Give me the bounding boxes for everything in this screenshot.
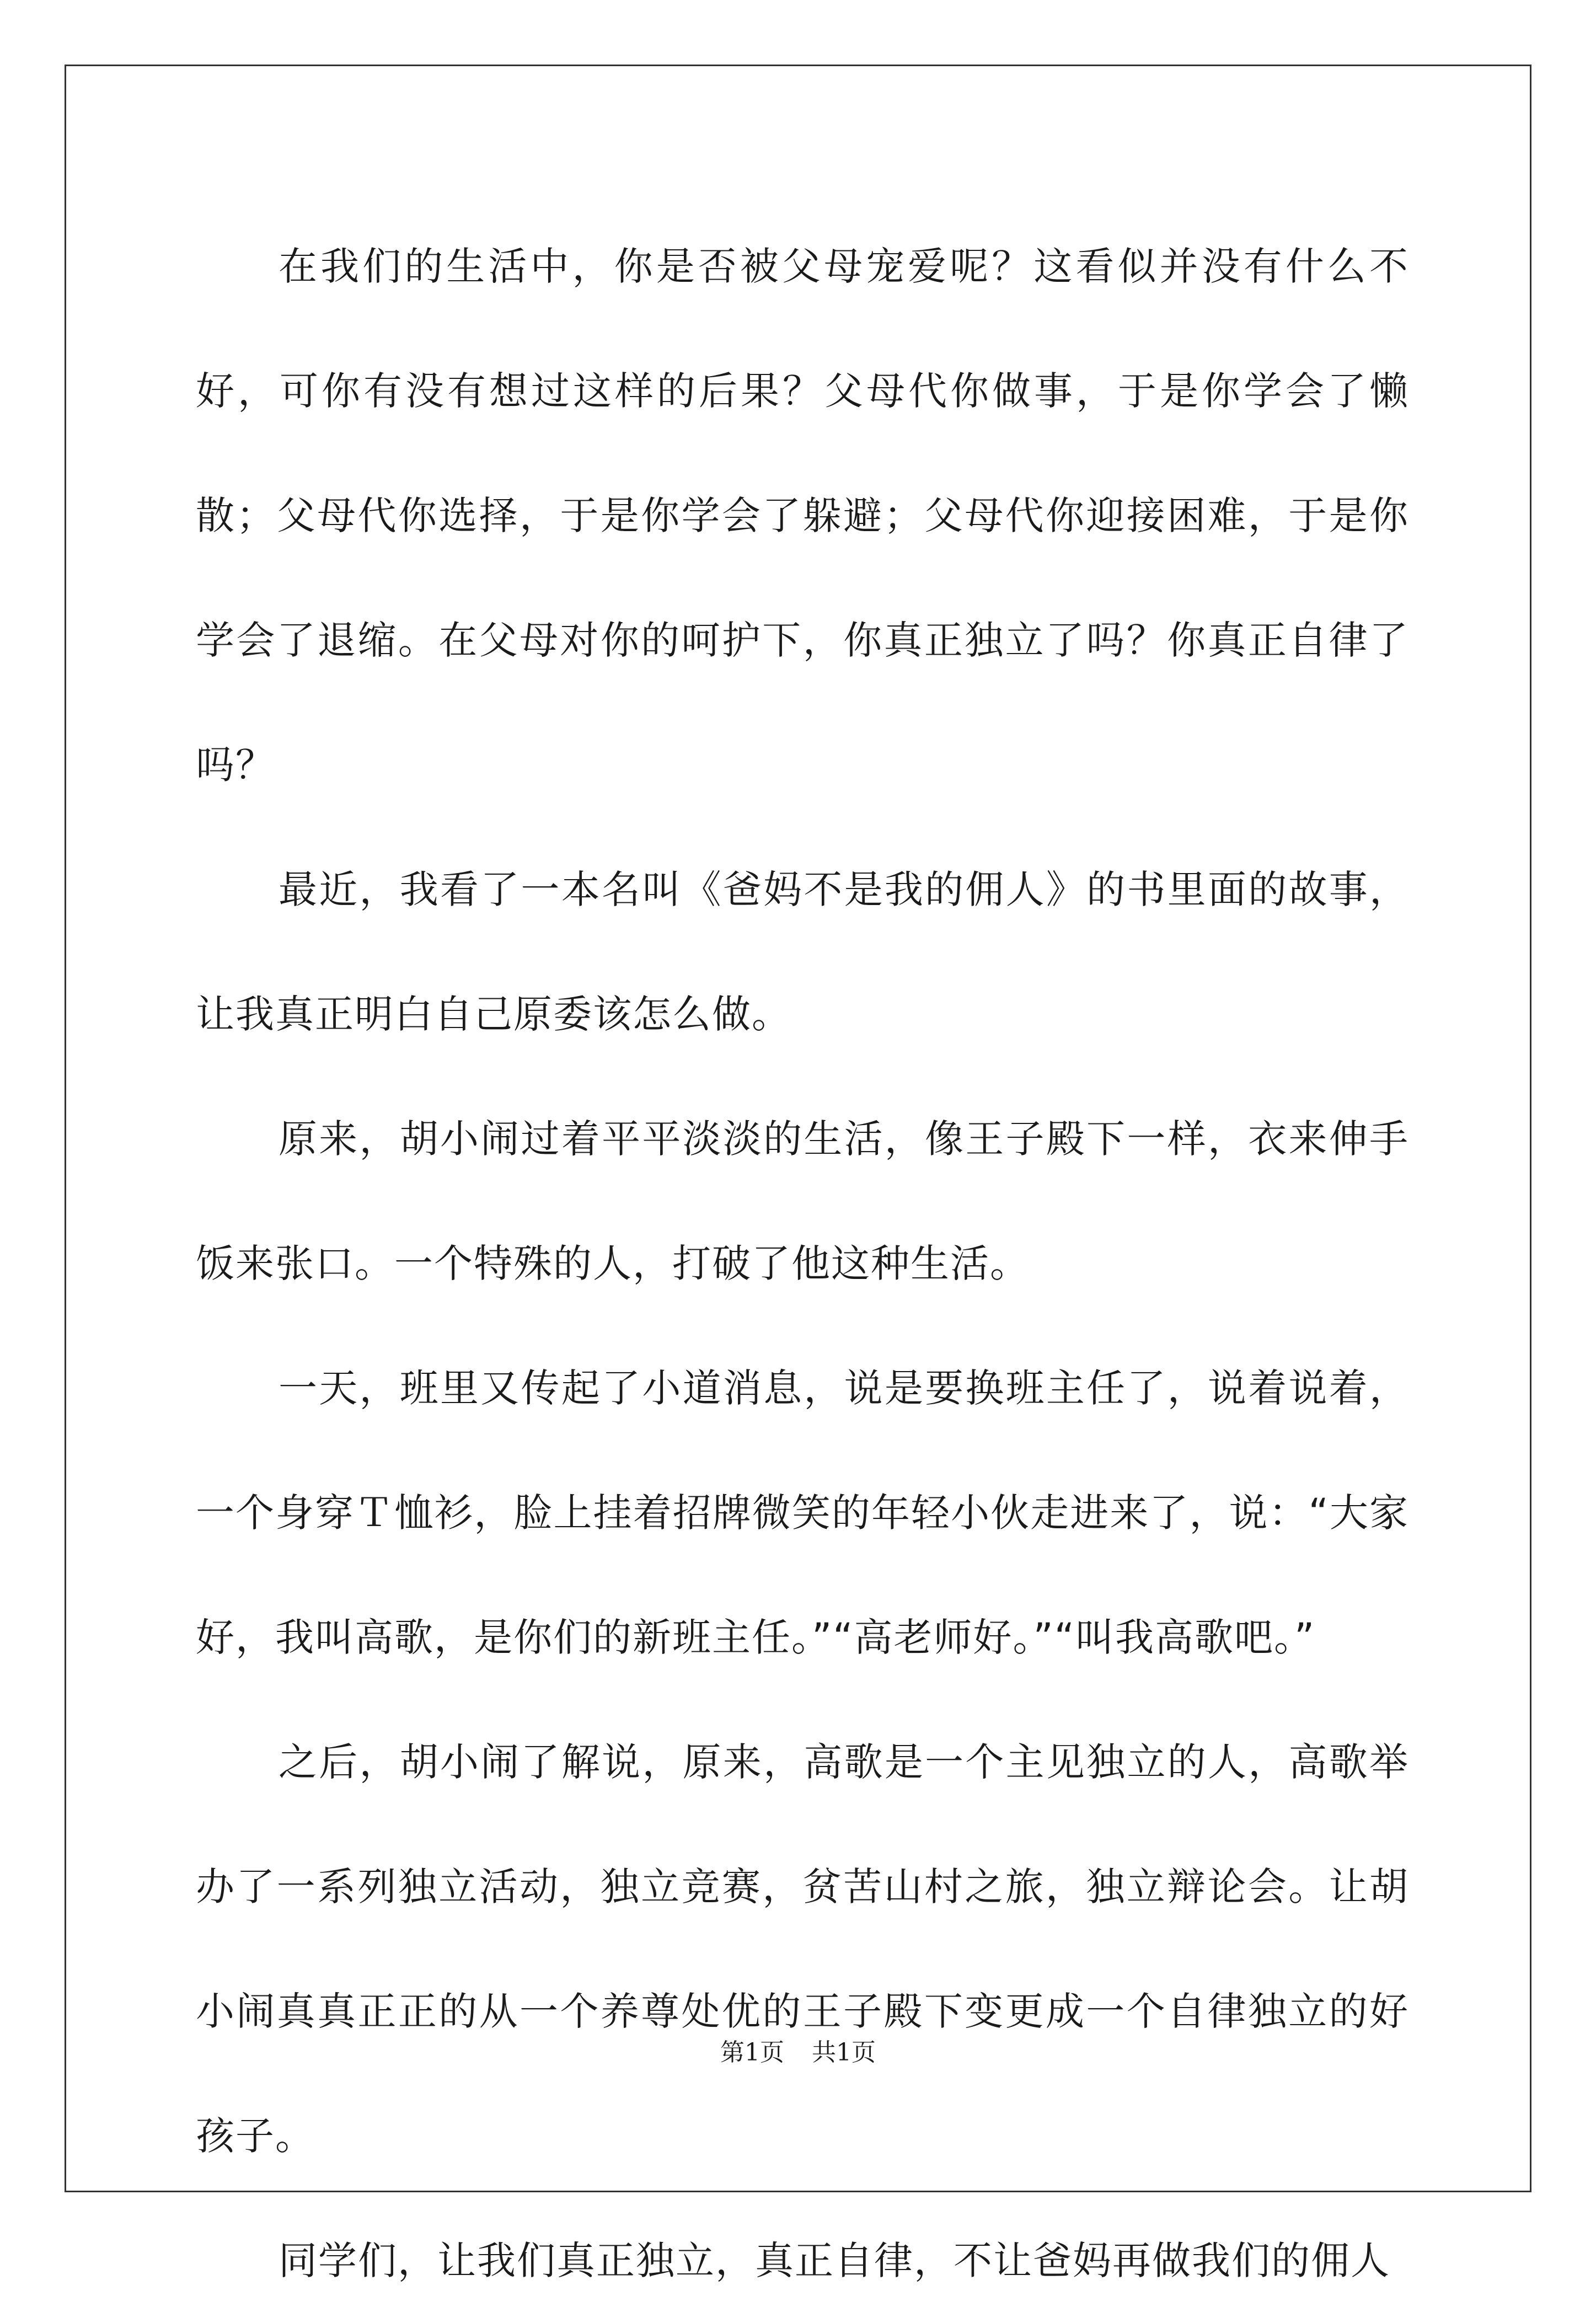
document-body — [196, 204, 1409, 2323]
paragraph: 一天，班里又传起了小道消息，说是要换班主任了，说着说着，一个身穿Ｔ恤衫，脸上挂着招牌微笑的年轻小伙走进来了，说：“大家好，我叫高歌，是你们的新班主任。”“高老师好。”“叫我高歌吧。” — [196, 1366, 1409, 1660]
paragraph: 最近，我看了一本名叫《爸妈不是我的佣人》的书里面的故事，让我真正明白自己原委该怎么做。 — [196, 867, 1409, 1037]
paragraph: 原来，胡小闹过着平平淡淡的生活，像王子殿下一样，衣来伸手饭来张口。一个特殊的人，打破了他这种生活。 — [196, 1116, 1409, 1286]
page-number: 第1页 — [720, 2038, 784, 2067]
paragraph: 之后，胡小闹了解说，原来，高歌是一个主见独立的人，高歌举办了一系列独立活动，独立竞赛，贫苦山村之旅，独立辩论会。让胡小闹真真正正的从一个养尊处优的王子殿下变更成一个自律独立的好孩子。 — [196, 1739, 1409, 2159]
paragraph: 同学们，让我们真正独立，真正自律，不让爸妈再做我们的佣人 — [279, 2238, 1390, 2283]
paragraph: 在我们的生活中，你是否被父母宠爱呢？这看似并没有什么不好，可你有没有想过这样的后果？父母代你做事，于是你学会了懒散；父母代你选择，于是你学会了躲避；父母代你迎接困难，于是你学会了退缩。在父母对你的呵护下，你真正独立了吗？你真正自律了吗？ — [196, 244, 1409, 788]
page-total: 共1页 — [812, 2038, 876, 2067]
page-footer — [0, 2032, 1596, 2068]
